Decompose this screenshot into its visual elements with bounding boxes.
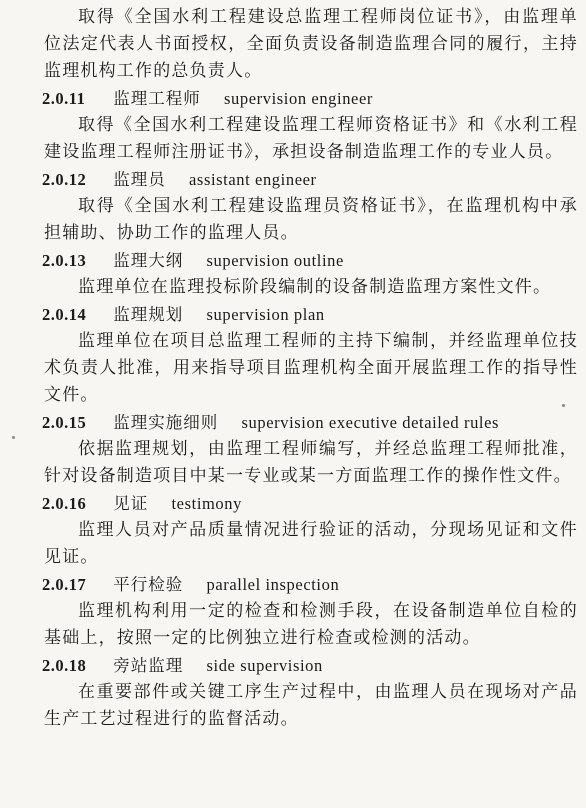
term-heading: [44, 652, 578, 679]
term-english: supervision plan: [206, 305, 325, 324]
term-definition: 监理单位在项目总监理工程师的主持下编制，并经监理单位技术负责人批准，用来指导项目监理机构全面开展监理工作的指导性文件。: [44, 331, 578, 405]
term-chinese: 监理规划: [113, 305, 184, 324]
term-number: 2.0.11: [42, 89, 86, 108]
term-number: 2.0.16: [42, 494, 87, 513]
term-heading: [44, 490, 578, 517]
term-heading: [44, 571, 578, 598]
term-number: 2.0.17: [42, 575, 87, 594]
term-english: testimony: [171, 494, 242, 513]
term-chinese: 监理员: [113, 170, 166, 189]
term-definition: 取得《全国水利工程建设监理员资格证书》，在监理机构中承担辅助、协助工作的监理人员。: [44, 196, 578, 243]
term-heading: [44, 166, 578, 193]
term-entry-2-0-12: [44, 166, 578, 247]
scan-speck: [12, 436, 15, 439]
term-entry-2-0-13: [44, 247, 578, 301]
term-english: supervision outline: [206, 251, 344, 270]
term-entry-2-0-15: [44, 409, 578, 490]
term-definition: 监理单位在监理投标阶段编制的设备制造监理方案性文件。: [78, 277, 552, 297]
scan-speck: [562, 404, 565, 407]
term-chinese: 监理工程师: [113, 89, 201, 108]
term-heading: [44, 301, 578, 328]
term-definition: 监理人员对产品质量情况进行验证的活动，分现场见证和文件见证。: [44, 520, 578, 567]
term-entry-2-0-11: [44, 85, 578, 166]
term-number: 2.0.15: [42, 413, 87, 432]
term-heading: [44, 409, 578, 436]
term-definition: 监理机构利用一定的检查和检测手段，在设备制造单位自检的基础上，按照一定的比例独立进行检查或检测的活动。: [44, 601, 578, 648]
term-english: parallel inspection: [206, 575, 340, 594]
term-chinese: 旁站监理: [113, 656, 184, 675]
term-heading: [44, 247, 578, 274]
term-english: side supervision: [206, 656, 323, 675]
term-chinese: 平行检验: [113, 575, 184, 594]
term-number: 2.0.12: [42, 170, 87, 189]
term-definition: 在重要部件或关键工序生产过程中，由监理人员在现场对产品生产工艺过程进行的监督活动。: [44, 682, 578, 729]
term-heading: [44, 85, 578, 112]
term-entry-2-0-17: [44, 571, 578, 652]
term-number: 2.0.13: [42, 251, 87, 270]
term-english: assistant engineer: [189, 170, 317, 189]
term-entry-2-0-18: [44, 652, 578, 733]
term-number: 2.0.14: [42, 305, 87, 324]
term-number: 2.0.18: [42, 656, 87, 675]
term-definition: 依据监理规划，由监理工程师编写，并经总监理工程师批准，针对设备制造项目中某一专业或某一方面监理工作的操作性文件。: [44, 439, 578, 486]
term-chinese: 见证: [113, 494, 149, 513]
term-definition: 取得《全国水利工程建设监理工程师资格证书》和《水利工程建设监理工程师注册证书》，承担设备制造监理工作的专业人员。: [44, 115, 578, 162]
term-english: supervision engineer: [224, 89, 374, 108]
term-english: supervision executive detailed rules: [241, 413, 500, 432]
term-entry-2-0-14: [44, 301, 578, 409]
term-entry-2-0-16: [44, 490, 578, 571]
term-chinese: 监理大纲: [113, 251, 184, 270]
term-chinese: 监理实施细则: [113, 413, 219, 432]
intro-paragraph: 取得《全国水利工程建设总监理工程师岗位证书》，由监理单位法定代表人书面授权，全面负责设备制造监理合同的履行，主持监理机构工作的总负责人。: [44, 7, 578, 81]
